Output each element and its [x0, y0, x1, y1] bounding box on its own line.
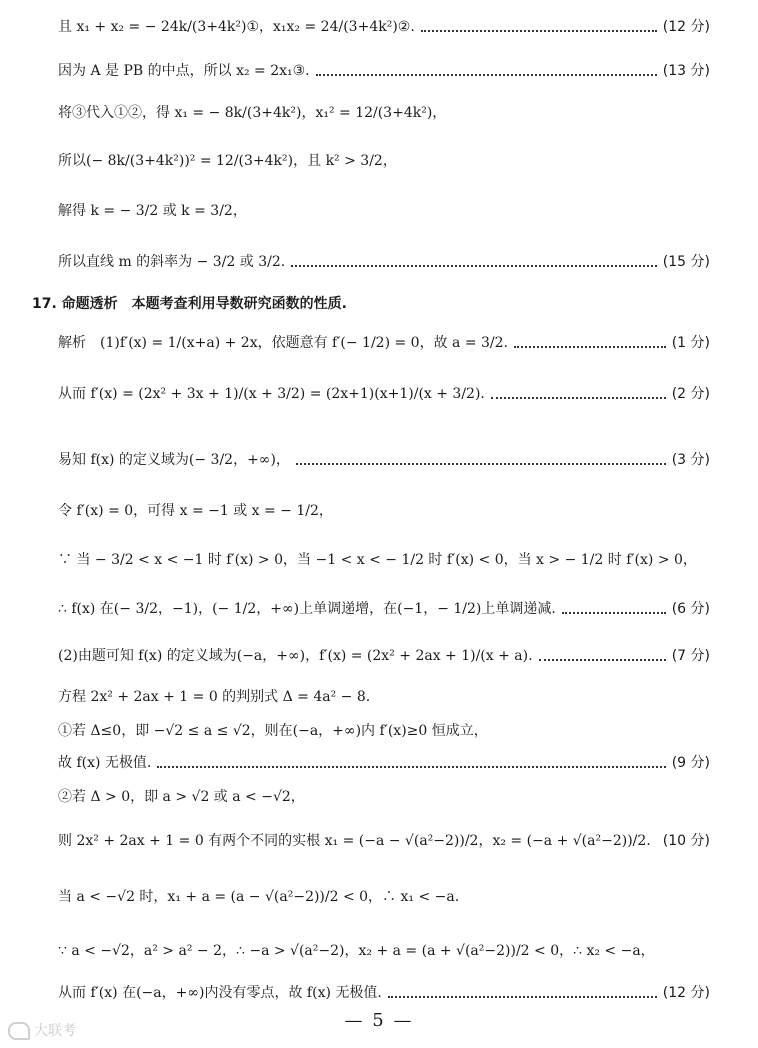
line-10-text: 易知 f(x) 的定义域为(− 3/2，+∞)， [58, 452, 290, 468]
line-14-text: (2)由题可知 f(x) 的定义域为(−a，+∞)，f′(x) = (2x² + 2ax + 1)/(x + a). [58, 648, 533, 664]
line-2 [58, 60, 710, 82]
question-17-heading [32, 293, 710, 315]
line-22 [58, 982, 710, 1004]
line-8-text: 解析 (1)f′(x) = 1/(x+a) + 2x，依题意有 f′(− 1/2) = 0，故 a = 3/2. [58, 335, 508, 351]
line-11-text: 令 f′(x) = 0，可得 x = −1 或 x = − 1/2， [58, 503, 333, 519]
line-17 [58, 752, 710, 774]
line-1-text: 且 x₁ + x₂ = − 24k/(3+4k²)①，x₁x₂ = 24/(3+4k²)②. [58, 19, 415, 35]
line-10-score: (3 分) [671, 452, 710, 468]
leader-dots [562, 610, 666, 614]
leader-dots [157, 764, 665, 768]
line-10 [58, 449, 710, 471]
line-19-score: (10 分) [662, 833, 710, 849]
line-1 [58, 16, 710, 38]
line-4 [58, 150, 710, 172]
leader-dots [291, 263, 657, 267]
leader-dots [539, 657, 666, 661]
line-20-text: 当 a < −√2 时，x₁ + a = (a − √(a²−2))/2 < 0，∴ x₁ < −a. [58, 889, 460, 905]
leader-dots [316, 72, 657, 76]
leader-dots [491, 395, 666, 399]
line-6 [58, 251, 710, 273]
watermark-text: 大联考 [34, 1023, 76, 1039]
line-18 [58, 786, 710, 808]
leader-dots [421, 28, 657, 32]
line-13 [58, 598, 710, 620]
line-22-score: (12 分) [662, 985, 710, 1001]
line-3 [58, 102, 710, 124]
line-14 [58, 645, 710, 667]
line-1-score: (12 分) [662, 19, 710, 35]
line-13-text: ∴ f(x) 在(− 3/2，−1)，(− 1/2，+∞)上单调递增，在(−1，− 1/2)上单调递减. [58, 601, 556, 617]
line-19 [58, 830, 710, 852]
line-17-text: 故 f(x) 无极值. [58, 755, 152, 771]
line-13-score: (6 分) [671, 601, 710, 617]
line-14-score: (7 分) [671, 648, 710, 664]
line-4-text: 所以(− 8k/(3+4k²))² = 12/(3+4k²)，且 k² > 3/2， [58, 153, 397, 169]
line-8-score: (1 分) [671, 335, 710, 351]
line-11 [58, 500, 710, 522]
line-19-text: 则 2x² + 2ax + 1 = 0 有两个不同的实根 x₁ = (−a − √(a²−2))/2，x₂ = (−a + √(a²−2))/2. [58, 833, 651, 849]
line-15-text: 方程 2x² + 2ax + 1 = 0 的判别式 Δ = 4a² − 8. [58, 689, 371, 705]
question-17-text: 17. 命题透析 本题考查利用导数研究函数的性质. [32, 296, 347, 312]
line-9-score: (2 分) [671, 386, 710, 402]
page-number: — 5 — [344, 1010, 414, 1031]
line-16-text: ①若 Δ≤0，即 −√2 ≤ a ≤ √2，则在(−a，+∞)内 f′(x)≥0 恒成立， [58, 723, 488, 739]
line-6-score: (15 分) [662, 254, 710, 270]
line-3-text: 将③代入①②，得 x₁ = − 8k/(3+4k²)，x₁² = 12/(3+4k²)， [58, 105, 447, 121]
line-21-text: ∵ a < −√2，a² > a² − 2，∴ −a > √(a²−2)，x₂ + a = (a + √(a²−2))/2 < 0，∴ x₂ < −a， [58, 943, 655, 959]
line-9 [58, 383, 710, 405]
leader-dots [514, 344, 666, 348]
watermark-logo-icon [8, 1022, 30, 1040]
line-16 [58, 720, 710, 742]
line-2-text: 因为 A 是 PB 的中点，所以 x₂ = 2x₁③. [58, 63, 310, 79]
line-22-text: 从而 f′(x) 在(−a，+∞)内没有零点，故 f(x) 无极值. [58, 985, 382, 1001]
leader-dots [388, 994, 657, 998]
line-2-score: (13 分) [662, 63, 710, 79]
line-12 [58, 549, 710, 571]
line-17-score: (9 分) [671, 755, 710, 771]
line-6-text: 所以直线 m 的斜率为 − 3/2 或 3/2. [58, 254, 286, 270]
line-21 [58, 940, 710, 962]
line-15 [58, 686, 710, 708]
line-20 [58, 886, 710, 908]
line-18-text: ②若 Δ > 0，即 a > √2 或 a < −√2， [58, 789, 305, 805]
leader-dots [296, 461, 666, 465]
line-5 [58, 200, 710, 222]
line-12-text: ∵ 当 − 3/2 < x < −1 时 f′(x) > 0，当 −1 < x < − 1/2 时 f′(x) < 0，当 x > − 1/2 时 f′(x) > 0， [58, 552, 697, 568]
line-5-text: 解得 k = − 3/2 或 k = 3/2， [58, 203, 247, 219]
watermark [8, 1020, 76, 1040]
line-9-text: 从而 f′(x) = (2x² + 3x + 1)/(x + 3/2) = (2x+1)(x+1)/(x + 3/2). [58, 386, 485, 402]
line-8 [58, 332, 710, 354]
